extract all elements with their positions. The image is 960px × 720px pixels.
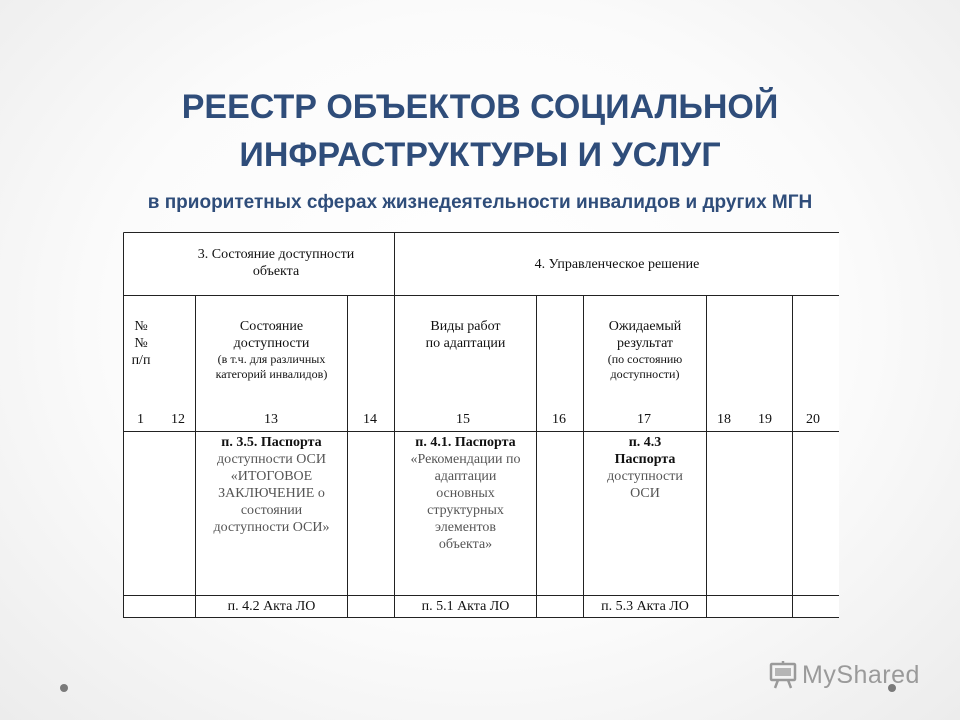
row2-col13: п. 4.2 Акта ЛО — [227, 599, 316, 614]
col13-line1: Состояние — [239, 319, 304, 334]
col17-note1: (по состоянию — [607, 352, 683, 366]
row1-col13-line5: доступности ОСИ» — [213, 520, 330, 535]
slide-title-line2: ИНФРАСТРУКТУРЫ И УСЛУГ — [239, 136, 721, 174]
col13-note1: (в т.ч. для различных — [217, 352, 326, 366]
row1-col15-line4: структурных — [427, 503, 504, 518]
row1-col17-line1: доступности — [607, 469, 683, 484]
table-grid-lines — [123, 232, 839, 618]
col15-header — [395, 318, 536, 352]
col17-line1: Ожидаемый — [608, 319, 682, 334]
row2-col17: п. 5.3 Акта ЛО — [601, 599, 689, 614]
watermark-logo — [768, 660, 920, 690]
registry-table — [123, 232, 839, 618]
col13-note2: категорий инвалидов) — [215, 367, 328, 381]
row1-col13-line2: «ИТОГОВОЕ — [230, 469, 313, 484]
row2-col15: п. 5.1 Акта ЛО — [421, 599, 510, 614]
col-num-13: 13 — [264, 412, 278, 427]
row1-col13-head: п. 3.5. Паспорта — [221, 435, 322, 450]
col-no-line1: № — [134, 319, 148, 334]
presentation-board-icon — [768, 660, 798, 690]
row1-col15-line5: элементов — [434, 520, 497, 535]
group3-line2: объекта — [252, 264, 300, 279]
row1-col15-line2: адаптации — [434, 469, 497, 484]
group3-header — [123, 246, 429, 280]
col17-note2: доступности) — [610, 367, 680, 381]
row1-col15-head: п. 4.1. Паспорта — [415, 435, 516, 450]
row1-col15-line3: основных — [436, 486, 495, 501]
row1-col15-line1: «Рекомендации по — [410, 452, 521, 467]
row1-col13 — [196, 434, 347, 536]
slide-subtitle: в приоритетных сферах жизнедеятельности инвалидов и других МГН — [147, 192, 813, 213]
group4-header: 4. Управленческое решение — [534, 257, 700, 272]
col13-line2: доступности — [233, 336, 310, 351]
group3-line1: 3. Состояние доступности — [197, 247, 355, 262]
col-num-15: 15 — [456, 412, 470, 427]
row1-col17-line2: ОСИ — [630, 486, 660, 501]
row1-col15-line6: объекта» — [438, 537, 493, 552]
col-number-header — [123, 318, 159, 369]
row1-col13-line3: ЗАКЛЮЧЕНИЕ о — [218, 486, 325, 501]
row1-col17-head1: п. 4.3 — [628, 435, 662, 450]
row1-col17 — [584, 434, 706, 502]
row1-col13-line4: состоянии — [240, 503, 303, 518]
col-num-1: 1 — [137, 412, 144, 427]
slide-title-line1: РЕЕСТР ОБЪЕКТОВ СОЦИАЛЬНОЙ — [181, 88, 779, 126]
col17-header — [584, 318, 706, 382]
row1-col17-head2: Паспорта — [614, 452, 676, 467]
col-num-17: 17 — [637, 412, 651, 427]
col-num-12: 12 — [171, 412, 185, 427]
col-num-18: 18 — [717, 412, 731, 427]
col-no-line3: п/п — [131, 353, 151, 368]
watermark-brand: MyShared — [802, 660, 920, 689]
col17-line2: результат — [616, 336, 674, 351]
col-num-20: 20 — [806, 412, 820, 427]
col15-line1: Виды работ — [430, 319, 501, 334]
col13-header — [196, 318, 347, 382]
col-no-line2: № — [134, 336, 148, 351]
col-num-19: 19 — [758, 412, 772, 427]
col-num-16: 16 — [552, 412, 566, 427]
col15-line2: по адаптации — [425, 336, 506, 351]
row1-col13-line1: доступности ОСИ — [216, 452, 326, 467]
row1-col15 — [395, 434, 536, 553]
col-num-14: 14 — [363, 412, 377, 427]
slide-bullet-dot-left — [60, 684, 68, 692]
